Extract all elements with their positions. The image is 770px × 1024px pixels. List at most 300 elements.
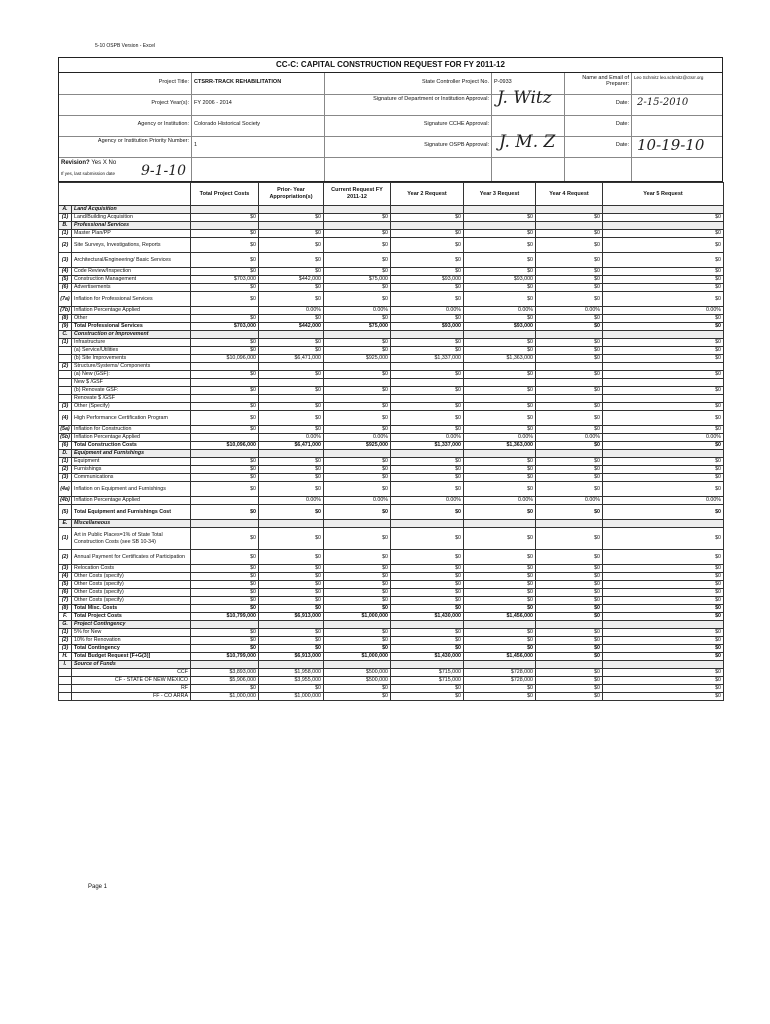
cell-value: [324, 661, 391, 669]
priority-value: 1: [194, 142, 198, 148]
row-number: (4): [59, 573, 72, 581]
row-number: F.: [59, 613, 72, 621]
cche-signature-label: Signature CCHE Approval:: [423, 121, 489, 127]
cell-value: $0: [603, 505, 724, 520]
row-number: [59, 395, 72, 403]
cell-value: $0: [324, 597, 391, 605]
cell-value: 0.00%: [324, 497, 391, 505]
row-number: (1): [59, 528, 72, 550]
table-row: [59, 497, 724, 505]
cell-value: [536, 206, 603, 214]
cell-value: $0: [464, 466, 536, 474]
row-number: (7a): [59, 292, 72, 307]
row-project-years: [59, 88, 722, 116]
ospb-signature-label: Signature OSPB Approval:: [424, 142, 489, 148]
cell-value: $0: [191, 238, 259, 253]
cell-value: $0: [191, 458, 259, 466]
cell-value: [191, 621, 259, 629]
cell-value: $0: [464, 573, 536, 581]
row-label: (a) New (GSF):: [72, 371, 191, 379]
cell-value: 0.00%: [464, 434, 536, 442]
row-label: Total Professional Services: [72, 323, 191, 331]
cell-value: $0: [259, 284, 324, 292]
cell-value: [324, 222, 391, 230]
cell-value: $0: [464, 253, 536, 268]
budget-table: [58, 182, 724, 701]
section-header-row: [59, 206, 724, 214]
cell-value: $93,000: [464, 276, 536, 284]
cell-value: $0: [259, 466, 324, 474]
cell-value: $0: [391, 403, 464, 411]
cell-value: $0: [536, 253, 603, 268]
cell-value: $0: [391, 693, 464, 701]
cell-value: $0: [536, 597, 603, 605]
cell-value: 0.00%: [391, 307, 464, 315]
row-number: B.: [59, 222, 72, 230]
row-number: (8): [59, 315, 72, 323]
row-number: (6): [59, 589, 72, 597]
cell-value: $0: [603, 693, 724, 701]
cell-value: $0: [603, 276, 724, 284]
cell-value: $0: [259, 426, 324, 434]
cell-value: $0: [391, 550, 464, 565]
cell-value: [464, 395, 536, 403]
cell-value: [603, 331, 724, 339]
cell-value: $0: [324, 253, 391, 268]
cell-value: $1,000,000: [324, 613, 391, 621]
row-label: Construction or Improvement: [72, 331, 191, 339]
cell-value: $0: [536, 411, 603, 426]
cell-value: $0: [391, 426, 464, 434]
cell-value: $0: [464, 339, 536, 347]
row-label: New $ /GSF: [72, 379, 191, 387]
cell-value: $0: [464, 482, 536, 497]
row-label: Construction Management: [72, 276, 191, 284]
cell-value: $1,363,000: [464, 442, 536, 450]
cell-value: $6,913,000: [259, 653, 324, 661]
row-number: C.: [59, 331, 72, 339]
cell-value: $0: [603, 411, 724, 426]
cell-value: $0: [536, 323, 603, 331]
cell-value: $442,000: [259, 276, 324, 284]
column-header: Year 4 Request: [536, 183, 603, 206]
project-title-label: Project Title:: [158, 79, 189, 85]
row-number: (5): [59, 276, 72, 284]
capital-construction-form: [58, 57, 723, 701]
cell-value: $0: [391, 411, 464, 426]
cell-value: 0.00%: [536, 307, 603, 315]
cell-value: [536, 331, 603, 339]
revision-label: Revision? Yes X No: [61, 160, 117, 166]
dept-signature: J. Witz: [497, 88, 552, 108]
cell-value: $0: [464, 411, 536, 426]
cell-value: $0: [324, 268, 391, 276]
cell-value: [603, 621, 724, 629]
cell-value: $1,000,000: [191, 693, 259, 701]
cell-value: [536, 363, 603, 371]
cell-value: $0: [464, 230, 536, 238]
version-note: 5-10 OSPB Version - Excel: [95, 43, 156, 49]
row-number: (8): [59, 605, 72, 613]
cell-value: $75,000: [324, 276, 391, 284]
cell-value: [259, 621, 324, 629]
cell-value: [391, 379, 464, 387]
cell-value: $0: [536, 653, 603, 661]
cell-value: $0: [391, 458, 464, 466]
row-label: Inflation for Construction: [72, 426, 191, 434]
cell-value: $0: [191, 426, 259, 434]
cell-value: $0: [324, 685, 391, 693]
cell-value: $0: [603, 442, 724, 450]
cell-value: $0: [464, 597, 536, 605]
table-row: [59, 426, 724, 434]
cell-value: $0: [464, 565, 536, 573]
row-label: Other: [72, 315, 191, 323]
row-number: (1): [59, 458, 72, 466]
cell-value: $728,000: [464, 677, 536, 685]
cell-value: [191, 363, 259, 371]
cell-value: $0: [259, 505, 324, 520]
cell-value: $0: [603, 403, 724, 411]
cell-value: $0: [603, 387, 724, 395]
cell-value: $0: [259, 685, 324, 693]
row-number: (9): [59, 323, 72, 331]
cell-value: $0: [603, 581, 724, 589]
cell-value: $703,000: [191, 323, 259, 331]
cell-value: $6,913,000: [259, 613, 324, 621]
preparer-label: Name and Email of Preparer:: [582, 75, 629, 87]
cell-value: $0: [536, 677, 603, 685]
cell-value: $0: [464, 458, 536, 466]
cell-value: $0: [603, 339, 724, 347]
cell-value: $0: [464, 693, 536, 701]
total-row: [59, 605, 724, 613]
cell-value: $0: [391, 645, 464, 653]
row-number: (2): [59, 238, 72, 253]
cell-value: $0: [259, 605, 324, 613]
cell-value: 0.00%: [464, 307, 536, 315]
cell-value: $0: [603, 677, 724, 685]
row-label: Other Costs (specify): [72, 581, 191, 589]
row-label: Inflation Percentage Applied: [72, 434, 191, 442]
cell-value: $0: [536, 581, 603, 589]
cell-value: [603, 395, 724, 403]
row-label: Inflation Percentage Applied: [72, 497, 191, 505]
row-number: (2): [59, 637, 72, 645]
cell-value: [464, 621, 536, 629]
cell-value: $0: [191, 589, 259, 597]
cell-value: 0.00%: [259, 434, 324, 442]
row-number: (4): [59, 411, 72, 426]
cell-value: $0: [324, 565, 391, 573]
row-label: Infrastructure: [72, 339, 191, 347]
row-number: (2): [59, 550, 72, 565]
cell-value: $0: [259, 589, 324, 597]
cell-value: $0: [536, 292, 603, 307]
cell-value: $0: [259, 253, 324, 268]
cell-value: $0: [603, 637, 724, 645]
row-number: (3): [59, 565, 72, 573]
cell-value: $0: [259, 268, 324, 276]
cell-value: $0: [191, 315, 259, 323]
cell-value: $0: [391, 292, 464, 307]
table-row: [59, 276, 724, 284]
cell-value: $0: [391, 605, 464, 613]
cell-value: [324, 379, 391, 387]
cell-value: $0: [191, 581, 259, 589]
cell-value: $0: [259, 292, 324, 307]
table-row: [59, 581, 724, 589]
table-row: [59, 355, 724, 363]
cell-value: $0: [191, 371, 259, 379]
cell-value: $0: [603, 253, 724, 268]
row-label: Architectural/Engineering/ Basic Services: [72, 253, 191, 268]
cell-value: $0: [259, 387, 324, 395]
cell-value: $0: [191, 466, 259, 474]
cell-value: [324, 395, 391, 403]
cell-value: $0: [259, 347, 324, 355]
cell-value: $0: [191, 573, 259, 581]
row-number: (3): [59, 645, 72, 653]
cell-value: $0: [324, 629, 391, 637]
cell-value: [259, 363, 324, 371]
cell-value: [464, 363, 536, 371]
cell-value: $0: [191, 629, 259, 637]
cell-value: $500,000: [324, 669, 391, 677]
row-label: Project Contingency: [72, 621, 191, 629]
cell-value: $925,000: [324, 355, 391, 363]
table-row: [59, 685, 724, 693]
cell-value: $0: [536, 442, 603, 450]
table-row: [59, 528, 724, 550]
cell-value: $0: [464, 645, 536, 653]
cell-value: $0: [191, 645, 259, 653]
cell-value: $0: [603, 474, 724, 482]
cell-value: $0: [603, 613, 724, 621]
cell-value: 0.00%: [259, 307, 324, 315]
table-row: [59, 395, 724, 403]
cell-value: $0: [603, 458, 724, 466]
cell-value: $3,893,000: [191, 669, 259, 677]
cell-value: [191, 222, 259, 230]
cell-value: [191, 661, 259, 669]
row-label: Annual Payment for Certificates of Participation: [72, 550, 191, 565]
row-number: (6): [59, 442, 72, 450]
ospb-signature: J. M. Z: [499, 132, 556, 152]
row-label: RF: [72, 685, 191, 693]
row-number: [59, 355, 72, 363]
row-number: [59, 693, 72, 701]
cell-value: [391, 363, 464, 371]
cell-value: [191, 206, 259, 214]
cell-value: $0: [324, 466, 391, 474]
row-number: [59, 379, 72, 387]
cell-value: [391, 222, 464, 230]
cell-value: 0.00%: [391, 497, 464, 505]
cell-value: [324, 621, 391, 629]
cell-value: $93,000: [464, 323, 536, 331]
cell-value: [391, 331, 464, 339]
row-agency: [59, 115, 722, 137]
cell-value: $0: [603, 268, 724, 276]
cell-value: $0: [391, 284, 464, 292]
row-number: H.: [59, 653, 72, 661]
page-number: Page 1: [88, 884, 108, 890]
cell-value: $0: [324, 550, 391, 565]
cell-value: $0: [536, 466, 603, 474]
cell-value: $0: [324, 645, 391, 653]
table-row: [59, 550, 724, 565]
cell-value: $0: [259, 214, 324, 222]
cell-value: $0: [603, 426, 724, 434]
cell-value: [324, 363, 391, 371]
row-label: CF - STATE OF NEW MEXICO: [72, 677, 191, 685]
cell-value: $0: [259, 339, 324, 347]
cell-value: $0: [391, 387, 464, 395]
cell-value: $0: [536, 693, 603, 701]
cell-value: $1,000,000: [259, 693, 324, 701]
cell-value: $0: [391, 315, 464, 323]
cell-value: 0.00%: [536, 497, 603, 505]
row-label: Equipment and Furnishings: [72, 450, 191, 458]
row-label: CCF: [72, 669, 191, 677]
cell-value: 0.00%: [603, 434, 724, 442]
section-header-row: [59, 520, 724, 528]
cell-value: [391, 206, 464, 214]
table-row: [59, 597, 724, 605]
cell-value: $0: [191, 403, 259, 411]
section-header-row: [59, 621, 724, 629]
row-label: Total Project Costs: [72, 613, 191, 621]
cell-value: [536, 222, 603, 230]
budget-rows: [59, 183, 724, 701]
cell-value: $0: [536, 474, 603, 482]
cell-value: $0: [391, 474, 464, 482]
cell-value: $0: [536, 387, 603, 395]
table-row: [59, 677, 724, 685]
cell-value: $0: [464, 268, 536, 276]
cell-value: $0: [464, 589, 536, 597]
cell-value: $0: [191, 474, 259, 482]
table-row: [59, 214, 724, 222]
cell-value: [259, 395, 324, 403]
cell-value: $1,337,000: [391, 355, 464, 363]
row-label: Code Review/Inspection: [72, 268, 191, 276]
row-label: Other Costs (specify): [72, 589, 191, 597]
cell-value: $1,000,000: [324, 653, 391, 661]
cell-value: $0: [191, 605, 259, 613]
section-header-row: [59, 331, 724, 339]
row-number: (6): [59, 284, 72, 292]
cell-value: $442,000: [259, 323, 324, 331]
total-row: [59, 323, 724, 331]
cell-value: $1,958,000: [259, 669, 324, 677]
column-header: Year 2 Request: [391, 183, 464, 206]
cell-value: $0: [324, 339, 391, 347]
cell-value: $0: [191, 637, 259, 645]
cell-value: $0: [464, 474, 536, 482]
row-number: (4): [59, 268, 72, 276]
cell-value: $0: [391, 505, 464, 520]
date-label-1: Date:: [615, 100, 629, 106]
table-row: [59, 230, 724, 238]
cell-value: 0.00%: [603, 497, 724, 505]
cell-value: $0: [259, 238, 324, 253]
cell-value: $0: [536, 276, 603, 284]
revision-note: If yes, last submission date: [61, 171, 116, 176]
cell-value: $0: [324, 637, 391, 645]
cell-value: [391, 450, 464, 458]
cell-value: [324, 206, 391, 214]
row-number: (3): [59, 403, 72, 411]
cell-value: 0.00%: [536, 434, 603, 442]
agency-value: Colorado Historical Society: [194, 121, 261, 127]
cell-value: $93,000: [391, 323, 464, 331]
cell-value: $0: [536, 550, 603, 565]
cell-value: $0: [324, 403, 391, 411]
cell-value: $0: [191, 528, 259, 550]
cell-value: $0: [603, 550, 724, 565]
row-revision: [59, 157, 722, 181]
row-number: (7b): [60, 307, 70, 313]
cell-value: [464, 661, 536, 669]
project-title-value: CTSRR-TRACK REHABILITATION: [194, 79, 282, 85]
row-number: (3): [59, 253, 72, 268]
cell-value: $0: [191, 411, 259, 426]
row-number: I.: [59, 661, 72, 669]
cell-value: $6,471,000: [259, 355, 324, 363]
cell-value: $0: [536, 268, 603, 276]
row-label: Site Surveys, Investigations, Reports: [72, 238, 191, 253]
cell-value: $0: [259, 565, 324, 573]
column-header: Current Request FY 2011-12: [324, 183, 391, 206]
cell-value: $1,456,000: [464, 613, 536, 621]
table-row: [59, 474, 724, 482]
cell-value: $1,430,000: [391, 613, 464, 621]
row-label: Total Budget Request [F+G(3)]: [72, 653, 191, 661]
cell-value: [391, 661, 464, 669]
cell-value: $1,363,000: [464, 355, 536, 363]
cell-value: $0: [391, 528, 464, 550]
cell-value: $0: [464, 292, 536, 307]
date-value-3: 10-19-10: [637, 136, 705, 154]
row-label: Inflation on Equipment and Furnishings: [72, 482, 191, 497]
cell-value: $0: [603, 528, 724, 550]
row-number: (2): [59, 363, 72, 371]
cell-value: $0: [603, 653, 724, 661]
cell-value: [191, 434, 259, 442]
cell-value: [536, 379, 603, 387]
cell-value: $715,000: [391, 677, 464, 685]
cell-value: 0.00%: [391, 434, 464, 442]
row-label: Land Acquisition: [72, 206, 191, 214]
cell-value: $0: [536, 458, 603, 466]
cell-value: $0: [324, 292, 391, 307]
row-label: Other Costs (specify): [72, 573, 191, 581]
cell-value: $0: [536, 637, 603, 645]
cell-value: $0: [603, 315, 724, 323]
cell-value: [324, 450, 391, 458]
row-number: (5a): [60, 426, 70, 432]
cell-value: $10,096,000: [191, 442, 259, 450]
row-label: FF - CO ARRA: [72, 693, 191, 701]
table-row: [59, 637, 724, 645]
cell-value: $0: [603, 573, 724, 581]
total-row: [59, 653, 724, 661]
cell-value: $715,000: [391, 669, 464, 677]
cell-value: $0: [603, 645, 724, 653]
cell-value: $0: [324, 426, 391, 434]
